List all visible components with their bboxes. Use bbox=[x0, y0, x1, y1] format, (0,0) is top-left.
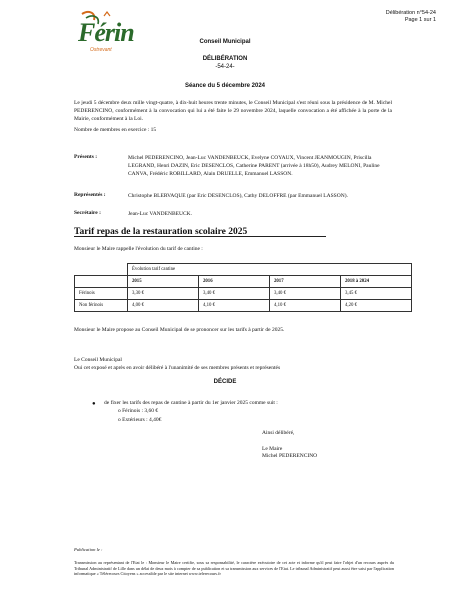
deliberation-heading: DÉLIBÉRATION bbox=[202, 56, 248, 62]
recall-text: Monsieur le Maire rappelle l'évolution du tarif de cantine : bbox=[74, 246, 203, 252]
table-cell: 3,40 € bbox=[199, 288, 270, 300]
proposal-text: Monsieur le Maire propose au Conseil Municipal de se prononcer sur les tarifs à partir de 2025. bbox=[74, 327, 285, 333]
year-header: 2018 à 2024 bbox=[341, 276, 412, 288]
deliberation-number: -54-24- bbox=[215, 64, 235, 70]
members-count: Nombre de membres en exercice : 15 bbox=[74, 127, 157, 133]
document-reference bbox=[386, 10, 436, 24]
ainsi-delibere: Ainsi délibéré, bbox=[262, 430, 295, 436]
decision-item: o Extérieurs : 4,40€ bbox=[118, 417, 162, 423]
decision-item: o Férinois : 3,60 € bbox=[118, 408, 159, 414]
table-cell: 4,10 € bbox=[199, 300, 270, 312]
decide-heading: DÉCIDE bbox=[213, 379, 237, 385]
decision-text: de fixer les tarifs des repas de cantine à partir du 1er janvier 2025 comme suit : bbox=[104, 400, 278, 406]
council-line: Le Conseil Municipal bbox=[74, 357, 122, 363]
session-date: Séance du 5 décembre 2024 bbox=[184, 83, 266, 89]
table-cell: 3,40 € bbox=[270, 288, 341, 300]
publication-line: Publication le : bbox=[74, 547, 103, 552]
bullet-icon: ● bbox=[92, 401, 96, 407]
subject-underline bbox=[74, 236, 326, 237]
represented-list: Christophe BLERVAQUE (par Eric DESENCLOS), Cathy DELOFFRE (par Emmanuel LASSON). bbox=[128, 193, 348, 199]
table-year-row bbox=[75, 276, 412, 288]
mayor-title: Le Maire bbox=[262, 446, 283, 452]
tariff-table bbox=[74, 263, 412, 312]
intro-paragraph: Le jeudi 5 décembre deux mille vingt-quatre, à dix-huit heures trente minutes, le Conseil Municipal s'est réuni sous la présidence de M. Michel PEDERENCINO, conformément à la convocation qui lui a été faite le 29 novembre 2024, laquelle convocation a été affichée à la porte de la Mairie, conformément à la Loi. bbox=[74, 100, 392, 122]
logo-wordmark: Férin bbox=[78, 18, 134, 47]
table-cell: 4,20 € bbox=[341, 300, 412, 312]
table-corner bbox=[75, 264, 128, 276]
represented-label: Représentés : bbox=[74, 192, 106, 198]
logo-tagline: Ostrevant bbox=[90, 47, 112, 53]
page-indicator: Page 1 sur 1 bbox=[404, 17, 436, 23]
legal-footer: Transmission au représentant de l'Etat le : Monsieur le Maire certifie, sous sa responsabilité, le caractère exécutoire de cet acte et informe qu'il peut faire l'objet d'un recours auprès du Tribunal Administratif de Lille dans un délai de deux mois à compter de sa publication et sa transmission aux services de l'Etat. Le tribunal Administratif peut aussi être saisi par l'application informatique « Télérecours Citoyens » accessible par le site internet www.telerecours.fr bbox=[74, 560, 394, 577]
vote-statement: Oui cet exposé et après en avoir délibéré à l'unanimité de ses membres présents et représentés bbox=[74, 365, 281, 371]
table-cell: 4,10 € bbox=[270, 300, 341, 312]
deliberation-ref: Délibération n°54-24 bbox=[385, 10, 436, 16]
year-header: 2016 bbox=[199, 276, 270, 288]
year-header: 2017 bbox=[270, 276, 341, 288]
table-group-row bbox=[75, 264, 412, 276]
year-header: 2015 bbox=[128, 276, 199, 288]
table-cell: 3,45 € bbox=[341, 288, 412, 300]
subject-title: Tarif repas de la restauration scolaire 2025 bbox=[74, 227, 248, 237]
secretary-label: Secrétaire : bbox=[74, 210, 101, 216]
row-label: Non férinois bbox=[75, 300, 128, 312]
secretary-name: Jean-Luc VANDENBEUCK. bbox=[128, 211, 192, 217]
mayor-name: Michel PEDERENCINO bbox=[262, 453, 318, 459]
table-group-header: Évolution tarif cantine bbox=[128, 264, 412, 276]
table-cell: 4,00 € bbox=[128, 300, 199, 312]
table-cell: 3,30 € bbox=[128, 288, 199, 300]
table-row bbox=[75, 288, 412, 300]
row-label: Férinois bbox=[75, 288, 128, 300]
council-heading: Conseil Municipal bbox=[199, 39, 251, 45]
table-empty-cell bbox=[75, 276, 128, 288]
present-label: Présents : bbox=[74, 154, 98, 160]
present-list: Michel PEDERENCINO, Jean-Luc VANDENBEUCK, Evelyne COYAUX, Vincent JEANMOUGIN, Priscilla LEGRAND, Henri DAZIN, Eric DESENCLOS, Catherine PARENT (arrivée à 18h50), Audrey MELONI, Pauline CANVA, Frédéric ROBILLARD, Alain DRUELLE, Emmanuel LASSON. bbox=[128, 155, 380, 177]
table-row bbox=[75, 300, 412, 312]
